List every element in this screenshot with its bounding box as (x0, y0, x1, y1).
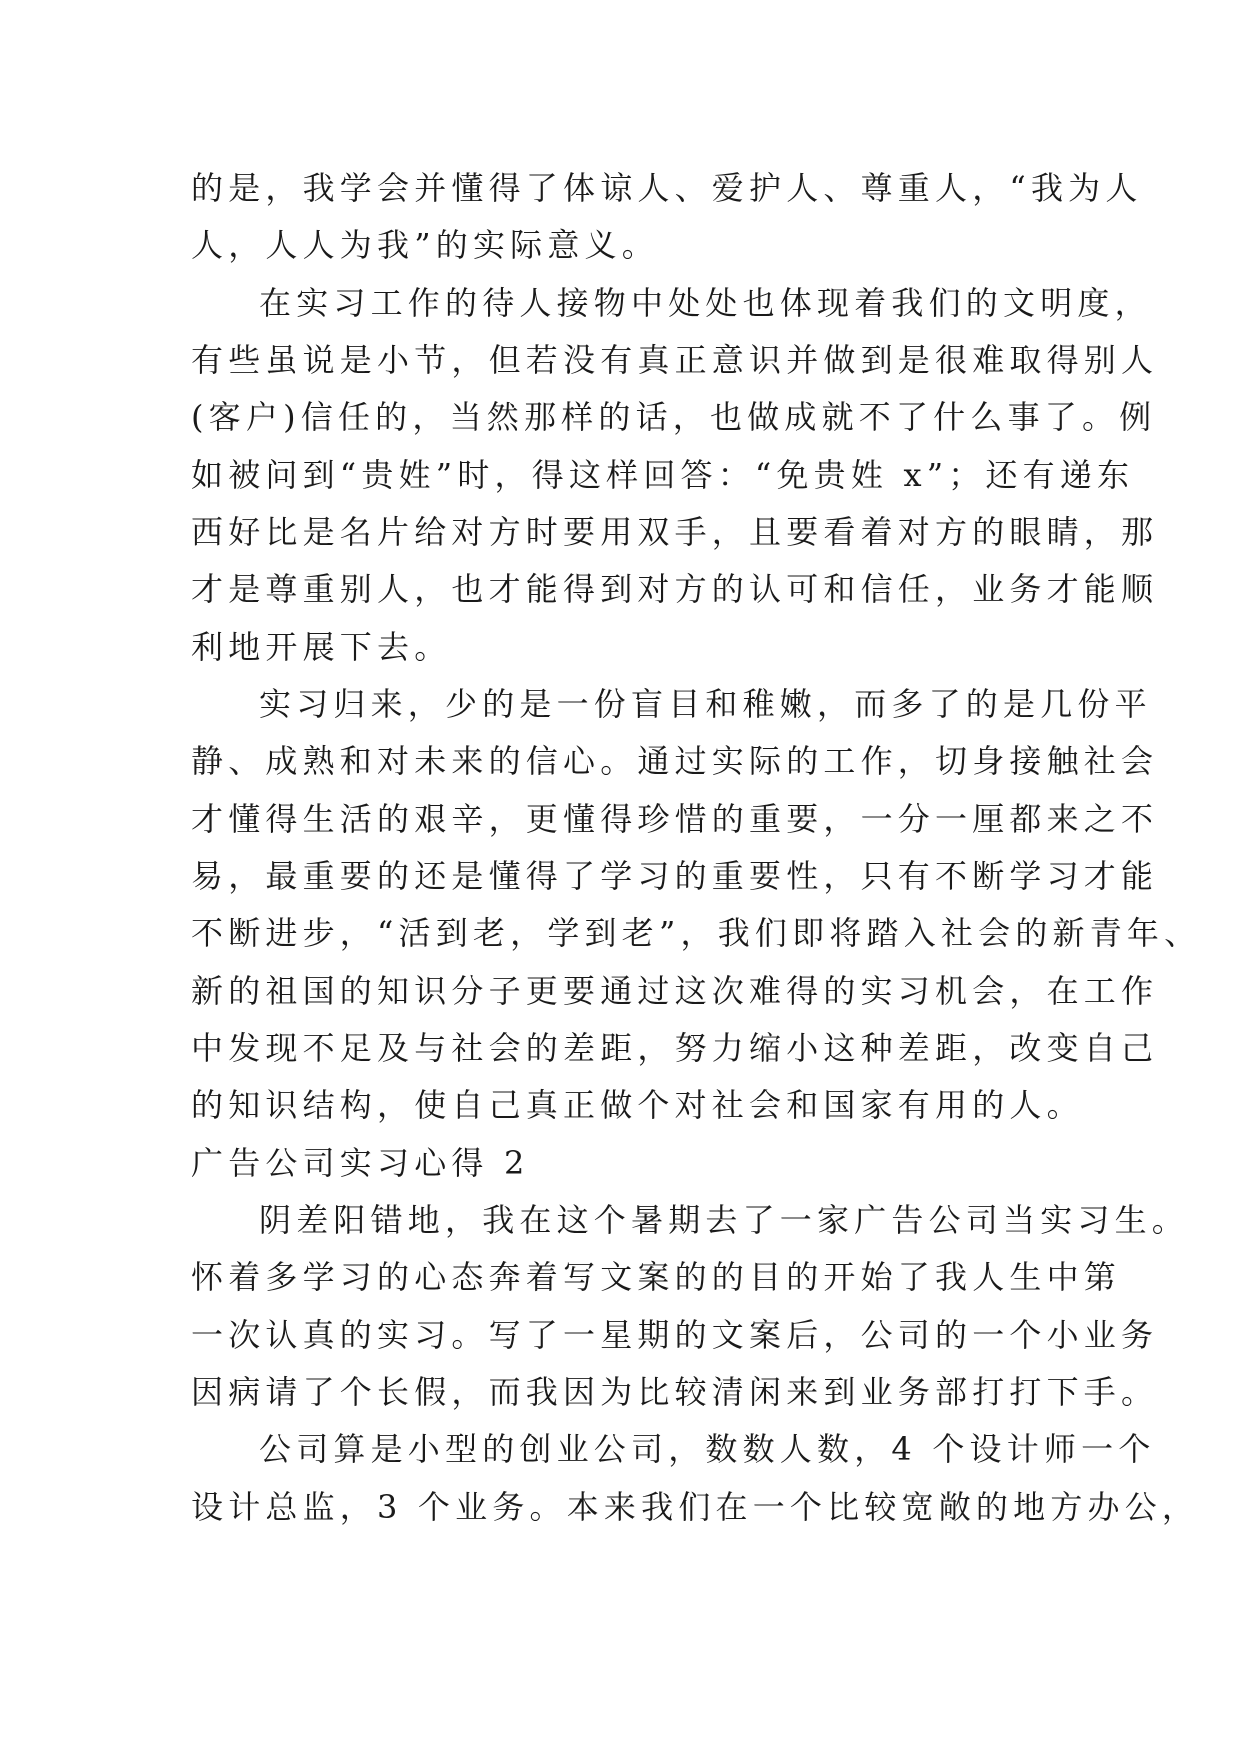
paragraph-start-line: 公司算是小型的创业公司，数数人数，4 个设计师一个 (259, 1430, 1156, 1468)
text-line: 的是，我学会并懂得了体谅人、爱护人、尊重人，“我为人 (191, 169, 1143, 207)
text-line: 设计总监，3 个业务。本来我们在一个比较宽敞的地方办公， (191, 1488, 1200, 1526)
text-line: 西好比是名片给对方时要用双手，且要看着对方的眼睛，那 (191, 513, 1159, 551)
text-line: 如被问到“贵姓”时，得这样回答：“免贵姓 x”；还有递东 (191, 456, 1135, 494)
text-line: 一次认真的实习。写了一星期的文案后，公司的一个小业务 (191, 1316, 1159, 1354)
text-line: 怀着多学习的心态奔着写文案的的目的开始了我人生中第 (191, 1258, 1122, 1296)
text-line: 有些虽说是小节，但若没有真正意识并做到是很难取得别人 (191, 341, 1159, 379)
section-heading: 广告公司实习心得 2 (191, 1144, 530, 1182)
text-line: 中发现不足及与社会的差距，努力缩小这种差距，改变自己 (191, 1029, 1159, 1067)
text-line: 静、成熟和对未来的信心。通过实际的工作，切身接触社会 (191, 742, 1159, 780)
text-line: 新的祖国的知识分子更要通过这次难得的实习机会，在工作 (191, 972, 1159, 1010)
text-line: 人，人人为我”的实际意义。 (191, 226, 659, 264)
text-line: 的知识结构，使自己真正做个对社会和国家有用的人。 (191, 1086, 1084, 1124)
text-line: 才是尊重别人，也才能得到对方的认可和信任，业务才能顺 (191, 570, 1159, 608)
paragraph-start-line: 实习归来，少的是一份盲目和稚嫩，而多了的是几份平 (259, 685, 1152, 723)
paragraph-start-line: 在实习工作的待人接物中处处也体现着我们的文明度， (259, 284, 1152, 322)
text-line: 利地开展下去。 (191, 628, 452, 666)
text-line: 因病请了个长假，而我因为比较清闲来到业务部打打下手。 (191, 1373, 1159, 1411)
paragraph-start-line: 阴差阳错地，我在这个暑期去了一家广告公司当实习生。 (259, 1201, 1190, 1239)
text-line: 易，最重要的还是懂得了学习的重要性，只有不断学习才能 (191, 857, 1159, 895)
text-line: 才懂得生活的艰辛，更懂得珍惜的重要，一分一厘都来之不 (191, 800, 1159, 838)
text-line: 不断进步，“活到老，学到老”，我们即将踏入社会的新青年、 (191, 914, 1202, 952)
text-line: (客户)信任的，当然那样的话，也做成就不了什么事了。例 (191, 398, 1157, 436)
